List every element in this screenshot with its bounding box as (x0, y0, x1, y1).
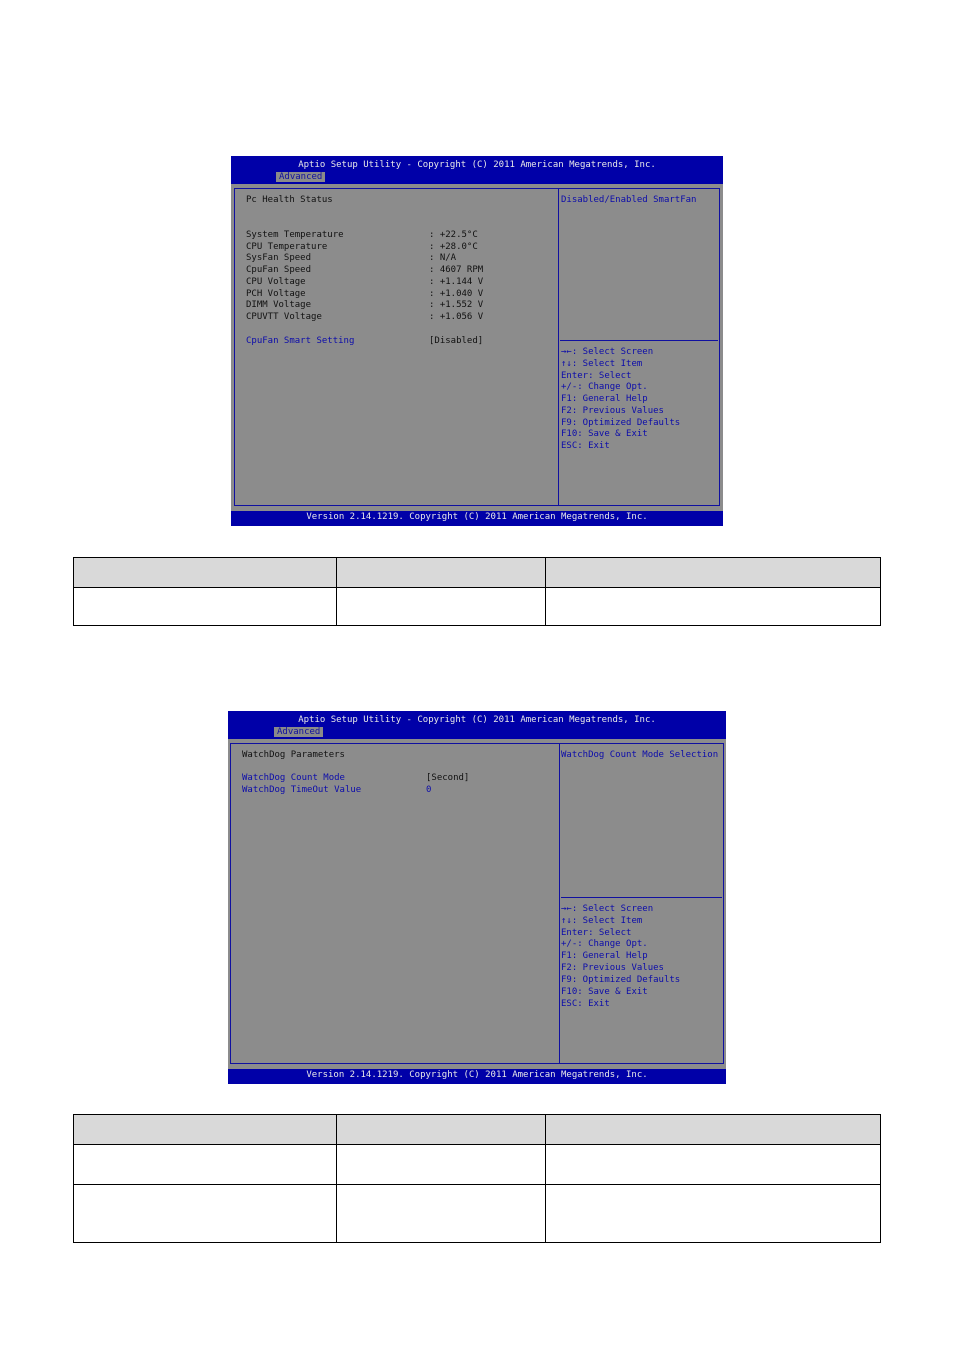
key-select-screen: →←: Select Screen (561, 347, 654, 357)
bios-title: Aptio Setup Utility - Copyright (C) 2011 American Megatrends, Inc. (298, 160, 656, 170)
cpufan-smart-setting-value[interactable]: [Disabled] (429, 336, 484, 346)
table-1-header-cell (546, 558, 881, 588)
section-title: Pc Health Status (246, 195, 333, 205)
value-cpu-temperature: : +28.0°C (429, 242, 478, 252)
table-2-cell (74, 1185, 337, 1243)
table-2-cell (337, 1185, 546, 1243)
watchdog-count-mode-label[interactable]: WatchDog Count Mode (242, 773, 345, 783)
key-save-exit: F10: Save & Exit (561, 429, 648, 439)
key-change-opt: +/-: Change Opt. (561, 382, 648, 392)
value-cpu-voltage: : +1.144 V (429, 277, 484, 287)
bios-screen-pc-health (231, 156, 723, 526)
key-esc-exit: ESC: Exit (561, 999, 610, 1009)
tab-advanced[interactable]: Advanced (274, 727, 323, 737)
label-cpu-voltage: CPU Voltage (246, 277, 306, 287)
bios-body (231, 184, 723, 511)
key-enter-select: Enter: Select (561, 371, 632, 381)
value-system-temperature: : +22.5°C (429, 230, 478, 240)
key-save-exit: F10: Save & Exit (561, 987, 648, 997)
key-general-help: F1: General Help (561, 394, 648, 404)
bios-screen-watchdog (228, 711, 726, 1084)
label-sysfan-speed: SysFan Speed (246, 253, 312, 263)
table-2-cell (546, 1145, 881, 1185)
label-dimm-voltage: DIMM Voltage (246, 300, 312, 310)
bios-footer: Version 2.14.1219. Copyright (C) 2011 American Megatrends, Inc. (306, 1070, 648, 1080)
label-cpuvtt-voltage: CPUVTT Voltage (246, 312, 322, 322)
table-2-header-cell (337, 1115, 546, 1145)
section-title: WatchDog Parameters (242, 750, 345, 760)
table-1-header-cell (337, 558, 546, 588)
label-system-temperature: System Temperature (246, 230, 344, 240)
watchdog-timeout-value[interactable]: 0 (426, 785, 432, 795)
table-2-cell (74, 1145, 337, 1185)
label-cpu-temperature: CPU Temperature (246, 242, 328, 252)
watchdog-timeout-label[interactable]: WatchDog TimeOut Value (242, 785, 362, 795)
table-2-cell (337, 1145, 546, 1185)
key-select-screen: →←: Select Screen (561, 904, 654, 914)
watchdog-count-mode-value[interactable]: [Second] (426, 773, 470, 783)
value-cpuvtt-voltage: : +1.056 V (429, 312, 484, 322)
label-cpufan-speed: CpuFan Speed (246, 265, 312, 275)
bios-title: Aptio Setup Utility - Copyright (C) 2011 American Megatrends, Inc. (298, 715, 656, 725)
key-select-item: ↑↓: Select Item (561, 359, 643, 369)
table-1-cell (74, 588, 337, 626)
key-optimized-defaults: F9: Optimized Defaults (561, 418, 681, 428)
help-text: Disabled/Enabled SmartFan (561, 195, 697, 205)
cpufan-smart-setting-label[interactable]: CpuFan Smart Setting (246, 336, 355, 346)
table-1-cell (337, 588, 546, 626)
bios-footer: Version 2.14.1219. Copyright (C) 2011 American Megatrends, Inc. (306, 512, 648, 522)
key-esc-exit: ESC: Exit (561, 441, 610, 451)
help-text: WatchDog Count Mode Selection (561, 750, 719, 760)
label-pch-voltage: PCH Voltage (246, 289, 306, 299)
key-general-help: F1: General Help (561, 951, 648, 961)
bios-body (228, 739, 726, 1069)
key-optimized-defaults: F9: Optimized Defaults (561, 975, 681, 985)
table-2-cell (546, 1185, 881, 1243)
key-select-item: ↑↓: Select Item (561, 916, 643, 926)
key-enter-select: Enter: Select (561, 928, 632, 938)
key-previous-values: F2: Previous Values (561, 963, 664, 973)
value-dimm-voltage: : +1.552 V (429, 300, 484, 310)
value-cpufan-speed: : 4607 RPM (429, 265, 484, 275)
key-change-opt: +/-: Change Opt. (561, 939, 648, 949)
value-sysfan-speed: : N/A (429, 253, 457, 263)
tab-advanced[interactable]: Advanced (276, 172, 325, 182)
table-1 (73, 557, 881, 626)
help-divider (561, 897, 722, 898)
key-previous-values: F2: Previous Values (561, 406, 664, 416)
help-divider (560, 340, 718, 341)
table-1-cell (546, 588, 881, 626)
table-2-header-cell (546, 1115, 881, 1145)
table-2-header-cell (74, 1115, 337, 1145)
table-1-header-cell (74, 558, 337, 588)
value-pch-voltage: : +1.040 V (429, 289, 484, 299)
table-2 (73, 1114, 881, 1243)
